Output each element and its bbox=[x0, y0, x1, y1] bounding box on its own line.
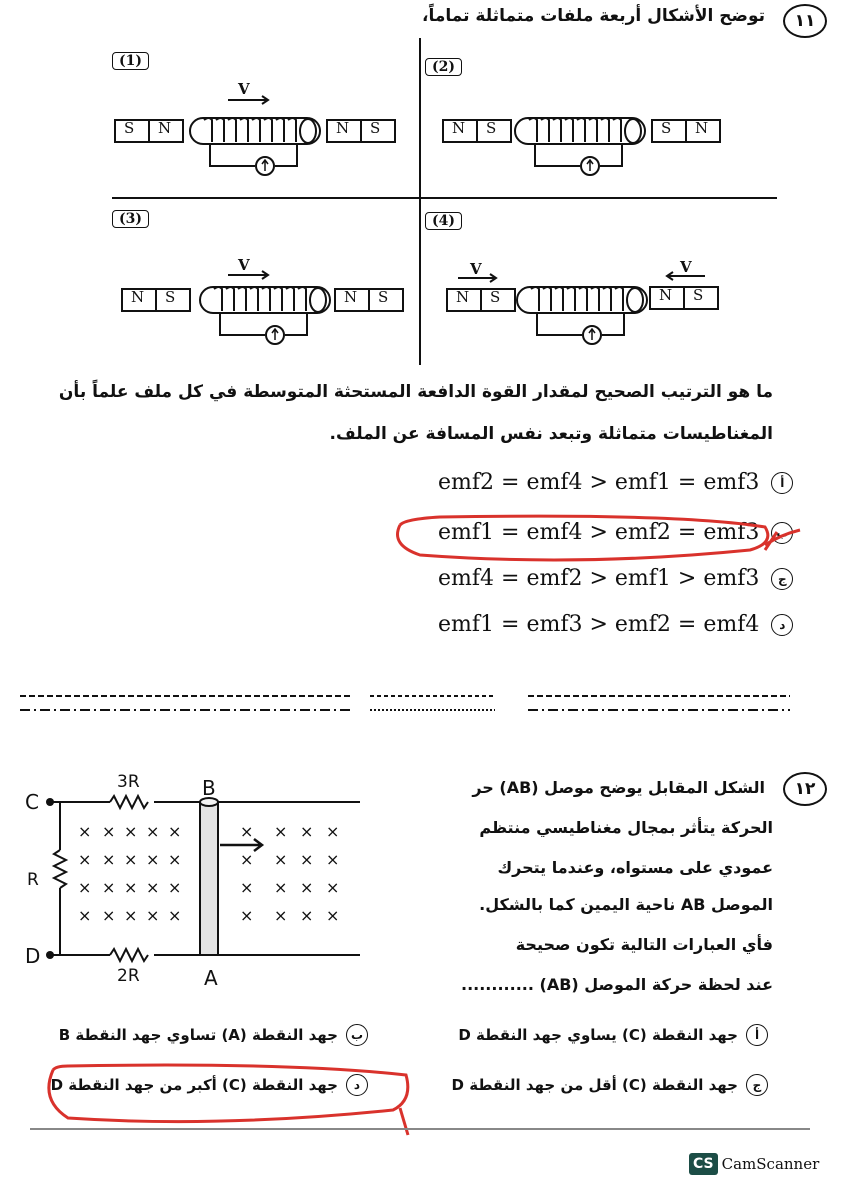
answer-text: جهد النقطة (A) تساوي جهد النقطة B bbox=[58, 1026, 338, 1044]
svg-text:×: × bbox=[168, 878, 182, 897]
magnet-pole: S bbox=[124, 119, 135, 137]
magnet-pole: S bbox=[378, 288, 389, 306]
svg-text:×: × bbox=[274, 906, 288, 925]
option-text: emf2 = emf4 > emf1 = emf3 bbox=[438, 470, 760, 495]
magnet-pole: S bbox=[370, 119, 381, 137]
question-text-line: عمودي على مستواه، وعندما يتحرك bbox=[497, 858, 773, 877]
resistor-label: R bbox=[27, 870, 39, 890]
svg-text:×: × bbox=[274, 850, 288, 869]
svg-text:×: × bbox=[146, 906, 160, 925]
svg-text:×: × bbox=[102, 878, 116, 897]
question-line: المغناطيسات متماثلة وتبعد نفس المسافة عن الملف. bbox=[329, 424, 773, 444]
velocity-label: V bbox=[680, 258, 692, 276]
svg-text:×: × bbox=[124, 878, 138, 897]
magnet-pole: N bbox=[452, 119, 466, 137]
point-label: B bbox=[202, 776, 216, 800]
velocity-label: V bbox=[238, 256, 250, 274]
option-marker: د bbox=[346, 1074, 368, 1096]
camscanner-logo: CS bbox=[689, 1153, 718, 1175]
option-a[interactable] bbox=[438, 470, 793, 495]
figure-4 bbox=[447, 272, 718, 344]
svg-text:×: × bbox=[240, 822, 254, 841]
magnet-pole: S bbox=[165, 288, 176, 306]
magnet-pole: N bbox=[659, 286, 673, 304]
option-marker: ج bbox=[746, 1074, 768, 1096]
figure-3 bbox=[122, 271, 403, 344]
svg-text:×: × bbox=[326, 850, 340, 869]
option-marker: د bbox=[771, 614, 793, 636]
svg-text:×: × bbox=[274, 822, 288, 841]
magnet-pole: S bbox=[486, 119, 497, 137]
answer-b[interactable] bbox=[59, 1024, 368, 1046]
figure-label-1: (1) bbox=[112, 52, 149, 70]
svg-text:×: × bbox=[168, 822, 182, 841]
velocity-label: V bbox=[238, 80, 250, 98]
answer-annotation bbox=[380, 505, 810, 580]
answer-a[interactable] bbox=[458, 1024, 768, 1046]
separator bbox=[0, 688, 843, 724]
question-line: عند لحظة حركة الموصل (AB) ............ bbox=[460, 975, 773, 994]
camscanner-watermark bbox=[689, 1153, 819, 1175]
question-text-line: الشكل المقابل يوضح موصل (AB) حر bbox=[472, 778, 765, 797]
svg-text:×: × bbox=[168, 906, 182, 925]
svg-text:×: × bbox=[240, 878, 254, 897]
magnet-pole: S bbox=[693, 286, 704, 304]
question-number: ١٢ bbox=[783, 772, 827, 806]
option-text: emf4 = emf2 > emf1 > emf3 bbox=[438, 566, 760, 591]
answer-text: جهد النقطة (C) يساوي جهد النقطة D bbox=[458, 1026, 738, 1044]
magnet-pole: N bbox=[131, 288, 145, 306]
svg-text:×: × bbox=[326, 906, 340, 925]
svg-text:×: × bbox=[78, 906, 92, 925]
svg-text:×: × bbox=[168, 850, 182, 869]
resistor-label: 3R bbox=[117, 772, 140, 792]
answer-c[interactable] bbox=[452, 1074, 768, 1096]
point-label: A bbox=[204, 966, 218, 990]
figure-2 bbox=[443, 118, 720, 175]
option-marker: أ bbox=[771, 472, 793, 494]
velocity-label: V bbox=[470, 260, 482, 278]
svg-text:×: × bbox=[240, 906, 254, 925]
svg-text:×: × bbox=[300, 822, 314, 841]
figure-label-4: (4) bbox=[425, 212, 462, 230]
magnet-pole: S bbox=[490, 288, 501, 306]
svg-text:×: × bbox=[300, 906, 314, 925]
magnet-pole: N bbox=[456, 288, 470, 306]
question-number: ١١ bbox=[783, 4, 827, 38]
svg-text:×: × bbox=[146, 822, 160, 841]
magnet-pole: N bbox=[336, 119, 350, 137]
svg-text:×: × bbox=[102, 850, 116, 869]
magnet-pole: N bbox=[695, 119, 709, 137]
svg-text:×: × bbox=[78, 878, 92, 897]
svg-text:×: × bbox=[326, 822, 340, 841]
option-marker: ب bbox=[346, 1024, 368, 1046]
svg-text:×: × bbox=[78, 850, 92, 869]
circuit-diagram bbox=[20, 775, 365, 995]
divider bbox=[30, 1128, 810, 1130]
point-label: D bbox=[25, 944, 41, 968]
option-d[interactable] bbox=[438, 612, 793, 637]
option-text: emf1 = emf4 > emf2 = emf3 bbox=[438, 520, 760, 545]
svg-text:×: × bbox=[146, 850, 160, 869]
figure-1 bbox=[115, 96, 395, 175]
magnet-pole: S bbox=[661, 119, 672, 137]
camscanner-brand: CamScanner bbox=[721, 1155, 820, 1173]
answer-text: جهد النقطة (C) أقل من جهد النقطة D bbox=[451, 1076, 738, 1094]
svg-text:×: × bbox=[146, 878, 160, 897]
figure-label-3: (3) bbox=[112, 210, 149, 228]
figure-label-2: (2) bbox=[425, 58, 462, 76]
svg-text:×: × bbox=[102, 822, 116, 841]
option-text: emf1 = emf3 > emf2 = emf4 bbox=[438, 612, 760, 637]
question-line: ما هو الترتيب الصحيح لمقدار القوة الدافعة المستحثة المتوسطة في كل ملف علماً بأن bbox=[58, 382, 773, 402]
svg-text:×: × bbox=[78, 822, 92, 841]
question-line: فأي العبارات التالية تكون صحيحة bbox=[515, 935, 773, 954]
svg-text:×: × bbox=[124, 822, 138, 841]
svg-text:×: × bbox=[326, 878, 340, 897]
option-marker: ج bbox=[771, 568, 793, 590]
question-title: توضح الأشكال أربعة ملفات متماثلة تماماً، bbox=[421, 6, 765, 26]
resistor-label: 2R bbox=[117, 966, 140, 986]
question-text-line: الموصل AB ناحية اليمين كما بالشكل. bbox=[479, 895, 773, 914]
svg-text:×: × bbox=[300, 878, 314, 897]
magnet-pole: N bbox=[158, 119, 172, 137]
svg-text:×: × bbox=[300, 850, 314, 869]
point-label: C bbox=[25, 790, 39, 814]
svg-text:×: × bbox=[124, 906, 138, 925]
svg-text:×: × bbox=[124, 850, 138, 869]
svg-text:×: × bbox=[274, 878, 288, 897]
magnet-pole: N bbox=[344, 288, 358, 306]
option-marker: أ bbox=[746, 1024, 768, 1046]
svg-text:×: × bbox=[102, 906, 116, 925]
option-marker: ب bbox=[771, 522, 793, 544]
answer-text: جهد النقطة (C) أكبر من جهد النقطة D bbox=[50, 1076, 338, 1094]
svg-text:×: × bbox=[240, 850, 254, 869]
question-text-line: الحركة يتأثر بمجال مغناطيسي منتظم bbox=[479, 818, 773, 837]
